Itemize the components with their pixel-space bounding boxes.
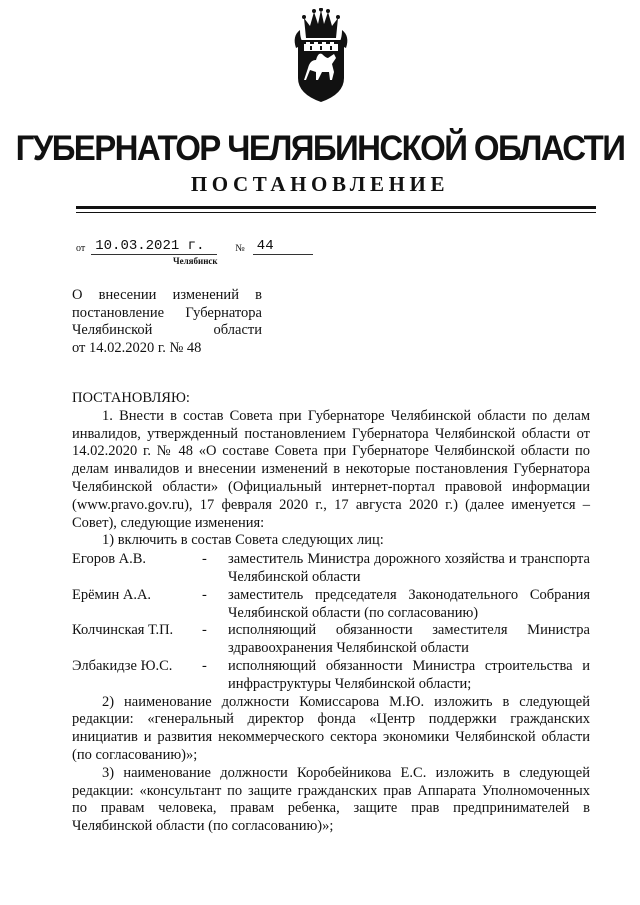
header-rule-thick xyxy=(76,206,596,209)
person-dash: - xyxy=(202,586,207,603)
document-date: 10.03.2021 г. xyxy=(91,239,217,255)
coat-of-arms-emblem-icon xyxy=(290,8,352,104)
number-label: № xyxy=(235,243,245,254)
person-name: Егоров А.В. xyxy=(72,551,147,568)
item-2: 2) наименование должности Комиссарова М.Ю. изложить в следующей редакции: «генеральный директор фонда «Центр поддержки гражданских инициатив и развития некоммерческого сектора экономики Челябинской области (по согласованию)»; xyxy=(72,693,590,763)
item-3: 3) наименование должности Коробейникова Е.С. изложить в следующей редакции: «консультант по защите гражданских прав Аппарата Уполномоченных по правам человека, правам ребенка, защите прав предпринимателей в Челябинской области (по согласованию)»; xyxy=(72,764,590,835)
subject-line: от 14.02.2020 г. № 48 xyxy=(72,339,202,356)
from-label: от xyxy=(76,243,86,254)
subject-line: Челябинской области xyxy=(72,322,262,338)
paragraph-1: 1. Внести в состав Совета при Губернаторе Челябинской области по делам инвалидов, утвержденный постановлением Губернатора Челябинской области от 14.02.2020 г. № 48 «О составе Совета при Губернаторе Челябинской области по делам инвалидов и внесении изменений в некоторые постановления Губернатора Челябинской области» (Официальный интернет-портал правовой информации (www.pravo.gov.ru), 17 февраля 2020 г., 17 августа 2020 г.) (далее именуется – Совет), следующие изменения: xyxy=(72,407,590,531)
person-row xyxy=(72,551,590,587)
person-position: заместитель председателя Законодательного Собрания Челябинской области (по согласованию) xyxy=(228,586,590,621)
document-subject xyxy=(72,287,262,357)
person-row xyxy=(72,622,590,658)
person-name: Элбакидзе Ю.С. xyxy=(72,657,173,674)
resolve-heading: ПОСТАНОВЛЯЮ: xyxy=(72,390,190,406)
person-dash: - xyxy=(202,657,207,674)
person-position: заместитель Министра дорожного хозяйства и транспорта Челябинской области xyxy=(228,551,590,585)
subject-line: постановление Губернатора xyxy=(72,304,262,321)
item-1: 1) включить в состав Совета следующих лиц: xyxy=(102,532,384,549)
subject-line: О внесении изменений в xyxy=(72,287,262,303)
person-dash: - xyxy=(202,622,207,639)
person-position: исполняющий обязанности Министра строительства и инфраструктуры Челябинской области; xyxy=(228,657,590,692)
person-name: Колчинская Т.П. xyxy=(72,622,174,639)
person-row xyxy=(72,658,590,694)
document-type: ПОСТАНОВЛЕНИЕ xyxy=(190,172,450,196)
person-row xyxy=(72,587,590,623)
document-body xyxy=(72,390,590,836)
document-title: ГУБЕРНАТОР ЧЕЛЯБИНСКОЙ ОБЛАСТИ xyxy=(15,127,625,168)
city-name: Челябинск xyxy=(173,256,218,266)
document-number: 44 xyxy=(253,239,313,255)
person-position: исполняющий обязанности заместителя Министра здравоохранения Челябинской области xyxy=(228,622,590,657)
person-dash: - xyxy=(202,551,207,568)
date-number-line xyxy=(76,239,313,255)
header-rule-thin xyxy=(76,212,596,213)
person-name: Ерёмин А.А. xyxy=(72,586,152,603)
